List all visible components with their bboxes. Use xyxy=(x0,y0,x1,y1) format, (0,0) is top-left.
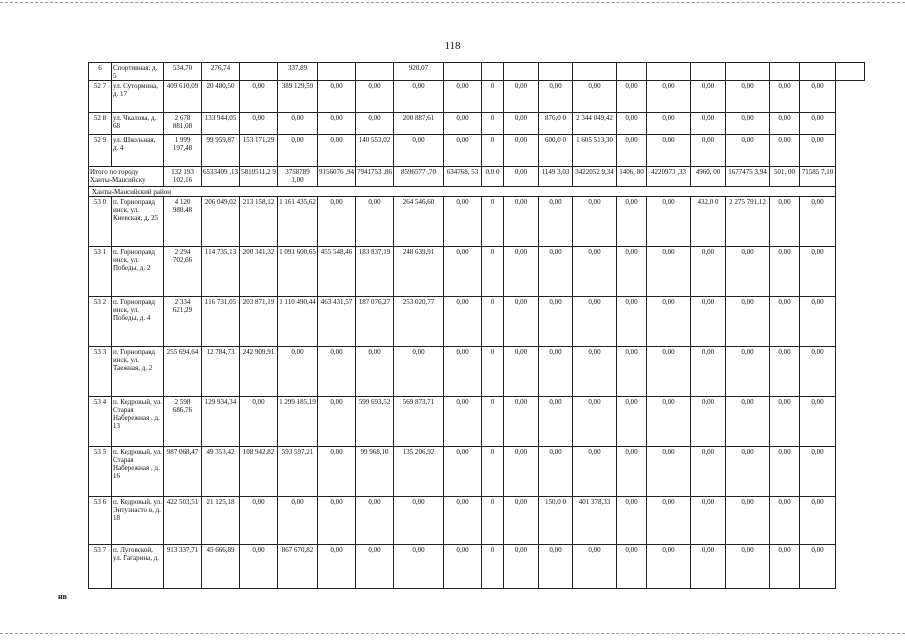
footer-mark: нв xyxy=(58,592,67,601)
table-cell: 409 610,09 xyxy=(164,81,202,113)
table-cell xyxy=(617,63,647,81)
table-cell: 0,00 xyxy=(800,397,836,447)
table-cell: 0,00 xyxy=(647,347,691,397)
total-cell: 9156076 ,94 xyxy=(318,167,356,187)
table-cell: 0,00 xyxy=(240,113,278,135)
table-cell: 108 942,82 xyxy=(240,447,278,497)
table-row xyxy=(89,247,865,297)
table-cell: 2 294 702,66 xyxy=(164,247,202,297)
table-cell: 0,00 xyxy=(444,545,482,589)
table-cell: 0,00 xyxy=(394,347,444,397)
table-cell: 0,00 xyxy=(770,247,800,297)
row-number: 6 xyxy=(89,63,112,81)
table-cell: 0,00 xyxy=(647,397,691,447)
table-cell: 0,00 xyxy=(539,545,573,589)
table-cell: 0,00 xyxy=(800,197,836,247)
table-cell: 0,00 xyxy=(800,113,836,135)
row-number: 52 8 xyxy=(89,113,112,135)
table-cell: 0,00 xyxy=(617,135,647,167)
table-cell: 135 206,92 xyxy=(394,447,444,497)
table-cell: 0,00 xyxy=(800,347,836,397)
total-row xyxy=(89,167,865,187)
table-cell: 599 693,52 xyxy=(356,397,394,447)
table-cell: 2 678 881,08 xyxy=(164,113,202,135)
table-cell: 0 xyxy=(482,135,504,167)
table-cell: 0,00 xyxy=(394,135,444,167)
row-number: 53 2 xyxy=(89,297,112,347)
table-row xyxy=(89,347,865,397)
table-cell: 255 694,64 xyxy=(164,347,202,397)
table-cell: 0,00 xyxy=(726,447,770,497)
table-cell: 0,00 xyxy=(573,197,617,247)
table-cell: 187 076,27 xyxy=(356,297,394,347)
table-cell xyxy=(726,63,770,81)
table-row xyxy=(89,135,865,167)
table-cell xyxy=(800,63,836,81)
table-cell: 140 553,02 xyxy=(356,135,394,167)
table-cell: 0,00 xyxy=(318,113,356,135)
table-row xyxy=(89,297,865,347)
total-cell: 4960, 00 xyxy=(691,167,726,187)
table-cell: 0 xyxy=(482,545,504,589)
table-cell: 45 666,89 xyxy=(202,545,240,589)
row-address: п. Горноправд инск, ул. Победы, д. 2 xyxy=(112,247,164,297)
table-cell: 0,00 xyxy=(394,81,444,113)
table-cell: 1 605 513,30 xyxy=(573,135,617,167)
table-cell: 0,00 xyxy=(539,197,573,247)
table-cell: 1 161 435,62 xyxy=(278,197,318,247)
table-cell: 0,00 xyxy=(800,447,836,497)
table-cell: 0,00 xyxy=(726,81,770,113)
table-cell: 0,00 xyxy=(318,347,356,397)
table-cell: 0,00 xyxy=(770,347,800,397)
table-cell: 0,00 xyxy=(770,81,800,113)
table-cell: 0,00 xyxy=(278,347,318,397)
table-cell: 0,00 xyxy=(800,297,836,347)
table-cell: 0,00 xyxy=(691,113,726,135)
table-cell: 0,00 xyxy=(444,297,482,347)
table-cell: 114 735,13 xyxy=(202,247,240,297)
table-cell: 0,00 xyxy=(617,447,647,497)
row-address: ул. Сутормина, д. 17 xyxy=(112,81,164,113)
total-cell: 1149 3,03 xyxy=(539,167,573,187)
table-cell: 0,00 xyxy=(356,113,394,135)
table-cell: 0,00 xyxy=(573,447,617,497)
table-cell: 0,00 xyxy=(726,397,770,447)
table-cell: 0,00 xyxy=(770,447,800,497)
table-cell: 203 871,19 xyxy=(240,297,278,347)
table-cell xyxy=(770,63,800,81)
table-cell: 0,00 xyxy=(394,545,444,589)
table-cell: 0,00 xyxy=(726,347,770,397)
table-row xyxy=(89,113,865,135)
row-address: п. Луговской, ул. Гагарина, д. xyxy=(112,545,164,589)
total-cell: 0,0 0 xyxy=(482,167,504,187)
table-cell: 0,00 xyxy=(356,497,394,545)
table-cell: 0,00 xyxy=(539,81,573,113)
table-cell: 0,00 xyxy=(539,297,573,347)
total-cell: 0,00 xyxy=(504,167,539,187)
table-cell: 0,00 xyxy=(539,447,573,497)
table-cell: 49 353,42 xyxy=(202,447,240,497)
row-address: ул. Чкалова, д. 68 xyxy=(112,113,164,135)
table-cell: 0,00 xyxy=(647,113,691,135)
table-cell: 0,00 xyxy=(800,81,836,113)
table-cell: 0,00 xyxy=(617,297,647,347)
table-cell: 455 548,46 xyxy=(318,247,356,297)
table-cell: 21 125,18 xyxy=(202,497,240,545)
table-cell: 0,00 xyxy=(647,135,691,167)
table-cell xyxy=(240,63,278,81)
table-cell: 0,00 xyxy=(504,297,539,347)
total-cell: 132 193 102,16 xyxy=(164,167,202,187)
total-cell: 5810511,2 9 xyxy=(240,167,278,187)
table-cell: 0,00 xyxy=(770,113,800,135)
table-cell: 153 171,29 xyxy=(240,135,278,167)
total-cell: 1677475 3,94 xyxy=(726,167,770,187)
table-cell: 593 597,21 xyxy=(278,447,318,497)
total-cell: 3422052 9,34 xyxy=(573,167,617,187)
table-cell: 0,00 xyxy=(573,397,617,447)
row-number: 53 0 xyxy=(89,197,112,247)
table-cell: 0 xyxy=(482,113,504,135)
table-cell xyxy=(482,63,504,81)
table-cell: 0,00 xyxy=(318,447,356,497)
table-cell: 0,00 xyxy=(800,497,836,545)
table-cell: 876,0 0 xyxy=(539,113,573,135)
table-cell: 422 503,51 xyxy=(164,497,202,545)
table-cell: 0,00 xyxy=(504,545,539,589)
table-cell: 1 091 600,65 xyxy=(278,247,318,297)
table-cell: 432,0 0 xyxy=(691,197,726,247)
row-address: п. Кедровый, ул. Энтузиасто в, д. 18 xyxy=(112,497,164,545)
table-cell: 463 431,57 xyxy=(318,297,356,347)
table-cell: 0,00 xyxy=(318,397,356,447)
table-cell: 0,00 xyxy=(726,545,770,589)
table-cell: 0,00 xyxy=(691,545,726,589)
table-cell: 129 934,34 xyxy=(202,397,240,447)
table-cell: 2 275 791,12 xyxy=(726,197,770,247)
table-cell xyxy=(504,63,539,81)
table-cell: 1 999 197,48 xyxy=(164,135,202,167)
table-cell: 133 944,05 xyxy=(202,113,240,135)
row-number: 53 5 xyxy=(89,447,112,497)
table-cell: 913 337,71 xyxy=(164,545,202,589)
table-cell: 920,07 xyxy=(394,63,444,81)
table-cell: 200 341,32 xyxy=(240,247,278,297)
page-number: 118 xyxy=(444,40,461,52)
total-cell: 634768, 53 xyxy=(444,167,482,187)
table-cell: 0,00 xyxy=(770,497,800,545)
table-cell xyxy=(318,63,356,81)
table-cell: 200 887,61 xyxy=(394,113,444,135)
table-cell: 0,00 xyxy=(444,247,482,297)
table-row xyxy=(89,497,865,545)
table-cell: 0,00 xyxy=(444,113,482,135)
table-cell: 2 598 686,76 xyxy=(164,397,202,447)
table-cell: 0,00 xyxy=(444,397,482,447)
table-cell: 0,00 xyxy=(318,197,356,247)
table-cell: 0,00 xyxy=(278,135,318,167)
table-cell: 0,00 xyxy=(800,545,836,589)
table-cell xyxy=(691,63,726,81)
row-number: 52 7 xyxy=(89,81,112,113)
table-cell: 0,00 xyxy=(444,197,482,247)
total-cell: 3758789 1,00 xyxy=(278,167,318,187)
row-address: Спортивная, д. 5 xyxy=(112,63,164,81)
table-cell: 116 731,05 xyxy=(202,297,240,347)
table-cell: 0,00 xyxy=(318,545,356,589)
table-cell: 0,00 xyxy=(770,135,800,167)
table-cell: 0,00 xyxy=(647,197,691,247)
scan-edge-bottom xyxy=(0,633,905,635)
table-cell: 206 049,02 xyxy=(202,197,240,247)
table-cell: 4 120 980,48 xyxy=(164,197,202,247)
table-cell: 0,00 xyxy=(647,447,691,497)
table-cell: 0,00 xyxy=(356,347,394,397)
table-cell: 569 873,71 xyxy=(394,397,444,447)
row-address: п. Горноправд инск, ул. Победы, д. 4 xyxy=(112,297,164,347)
table-cell xyxy=(356,63,394,81)
table-cell: 0 xyxy=(482,397,504,447)
table-cell xyxy=(647,63,691,81)
table-cell: 600,0 0 xyxy=(539,135,573,167)
table-cell: 337,89 xyxy=(278,63,318,81)
table-cell: 0,00 xyxy=(318,81,356,113)
table-cell: 276,74 xyxy=(202,63,240,81)
table-cell: 0,00 xyxy=(726,113,770,135)
table-cell: 0,00 xyxy=(444,447,482,497)
table-cell: 1 299 185,19 xyxy=(278,397,318,447)
table-cell: 0,00 xyxy=(573,545,617,589)
row-address: ул. Школьная, д. 4 xyxy=(112,135,164,167)
table-cell: 213 158,12 xyxy=(240,197,278,247)
district-header-row xyxy=(89,187,865,197)
table-cell: 389 129,59 xyxy=(278,81,318,113)
table-cell: 0 xyxy=(482,297,504,347)
table-cell: 0,00 xyxy=(356,197,394,247)
table-cell: 0,00 xyxy=(573,247,617,297)
table-cell: 0,00 xyxy=(691,135,726,167)
row-address: п. Кедровый, ул. Старая Набережная , д. 13 xyxy=(112,397,164,447)
table-row xyxy=(89,545,865,589)
table-cell: 0,00 xyxy=(617,545,647,589)
table-cell: 0,00 xyxy=(617,497,647,545)
table-cell: 264 546,60 xyxy=(394,197,444,247)
table-cell: 0,00 xyxy=(504,447,539,497)
table-cell: 0,00 xyxy=(573,297,617,347)
row-number: 53 3 xyxy=(89,347,112,397)
table-cell: 0,00 xyxy=(691,297,726,347)
scan-edge-top xyxy=(0,2,905,4)
table-cell: 0,00 xyxy=(800,135,836,167)
table-cell: 0,00 xyxy=(573,81,617,113)
table-cell: 0,00 xyxy=(444,497,482,545)
table-cell: 0,00 xyxy=(318,497,356,545)
table-cell: 0,00 xyxy=(504,497,539,545)
table-cell: 0,00 xyxy=(647,545,691,589)
table-cell: 0 xyxy=(482,81,504,113)
table-cell: 0,00 xyxy=(573,347,617,397)
table-cell: 0,00 xyxy=(800,247,836,297)
row-number: 53 4 xyxy=(89,397,112,447)
table-row xyxy=(89,63,865,81)
table-cell: 0,00 xyxy=(504,81,539,113)
table-cell: 0,00 xyxy=(444,81,482,113)
table-cell: 0,00 xyxy=(356,81,394,113)
row-number: 53 6 xyxy=(89,497,112,545)
table-cell: 0,00 xyxy=(539,247,573,297)
table-cell: 0,00 xyxy=(356,545,394,589)
total-cell: 501, 00 xyxy=(770,167,800,187)
table-cell xyxy=(573,63,617,81)
total-cell: 8596577 ,70 xyxy=(394,167,444,187)
total-cell: 7941753 ,86 xyxy=(356,167,394,187)
table-cell: 0,00 xyxy=(770,297,800,347)
table-cell: 0 xyxy=(482,247,504,297)
row-address: п. Кедровый, ул. Старая Набережная , д. 16 xyxy=(112,447,164,497)
table-cell: 0,00 xyxy=(691,397,726,447)
table-cell: 0,00 xyxy=(617,397,647,447)
table-cell xyxy=(539,63,573,81)
table-cell: 0 xyxy=(482,497,504,545)
table-cell: 0,00 xyxy=(647,497,691,545)
table-cell: 0,00 xyxy=(504,197,539,247)
table-cell: 0,00 xyxy=(726,297,770,347)
table-cell: 1 110 490,44 xyxy=(278,297,318,347)
table-cell: 0 xyxy=(482,347,504,397)
table-cell: 0 xyxy=(482,447,504,497)
table-cell: 0,00 xyxy=(504,347,539,397)
total-cell: 1406, 80 xyxy=(617,167,647,187)
table-cell: 0,00 xyxy=(726,497,770,545)
table-cell: 401 378,33 xyxy=(573,497,617,545)
table-cell: 0,00 xyxy=(617,347,647,397)
total-label: Итого по городу Ханты-Мансийску xyxy=(89,167,164,187)
table-cell: 0,00 xyxy=(504,397,539,447)
total-cell: 6533409 ,13 xyxy=(202,167,240,187)
table-cell: 248 639,91 xyxy=(394,247,444,297)
table-cell: 0,00 xyxy=(691,347,726,397)
row-number: 53 7 xyxy=(89,545,112,589)
table-cell: 0,00 xyxy=(504,247,539,297)
table-cell: 0,00 xyxy=(770,197,800,247)
table-cell: 0,00 xyxy=(691,81,726,113)
table-cell: 0,00 xyxy=(617,197,647,247)
table-row xyxy=(89,447,865,497)
table-cell: 0,00 xyxy=(240,545,278,589)
table-cell: 0 xyxy=(482,197,504,247)
table-cell: 0,00 xyxy=(691,447,726,497)
table-cell: 0,00 xyxy=(539,397,573,447)
table-cell: 0,00 xyxy=(770,397,800,447)
table-cell: 2 344 049,42 xyxy=(573,113,617,135)
row-address: п. Горноправд инск, ул. Таежная, д. 2 xyxy=(112,347,164,397)
table-cell: 242 909,91 xyxy=(240,347,278,397)
table-cell: 0,00 xyxy=(444,347,482,397)
table-cell: 150,0 0 xyxy=(539,497,573,545)
table-cell: 0,00 xyxy=(770,545,800,589)
table-cell: 0,00 xyxy=(691,247,726,297)
total-cell: 71585 7,10 xyxy=(800,167,836,187)
table-cell: 12 784,73 xyxy=(202,347,240,397)
row-address: п. Горноправд инск, ул. Киевская, д. 25 xyxy=(112,197,164,247)
table-cell: 0,00 xyxy=(726,135,770,167)
table-cell: 0,00 xyxy=(617,81,647,113)
row-number: 52 9 xyxy=(89,135,112,167)
table-row xyxy=(89,397,865,447)
table-cell: 0,00 xyxy=(240,81,278,113)
table-cell xyxy=(836,63,865,81)
table-cell: 0,00 xyxy=(504,113,539,135)
table-cell: 0,00 xyxy=(617,247,647,297)
table-cell: 99 959,87 xyxy=(202,135,240,167)
table-cell: 0,00 xyxy=(539,347,573,397)
district-label: Ханты-Мансийский район xyxy=(89,187,836,197)
table-cell: 987 068,47 xyxy=(164,447,202,497)
table-cell: 0,00 xyxy=(278,497,318,545)
row-number: 53 1 xyxy=(89,247,112,297)
table-cell: 0,00 xyxy=(504,135,539,167)
table-cell: 534,70 xyxy=(164,63,202,81)
table-cell: 0,00 xyxy=(647,81,691,113)
table-cell: 0,00 xyxy=(240,397,278,447)
table-row xyxy=(89,197,865,247)
table-cell: 99 968,10 xyxy=(356,447,394,497)
table-cell: 0,00 xyxy=(394,497,444,545)
table-cell: 0,00 xyxy=(240,497,278,545)
table-cell: 0,00 xyxy=(278,113,318,135)
data-table xyxy=(88,62,865,589)
table-cell: 0,00 xyxy=(318,135,356,167)
total-cell: 4220973 ,33 xyxy=(647,167,691,187)
table-cell: 0,00 xyxy=(617,113,647,135)
table-cell xyxy=(444,63,482,81)
table-cell: 2 334 621,29 xyxy=(164,297,202,347)
table-row xyxy=(89,81,865,113)
table-cell: 0,00 xyxy=(444,135,482,167)
table-cell: 20 480,50 xyxy=(202,81,240,113)
table-cell: 0,00 xyxy=(726,247,770,297)
table-cell: 0,00 xyxy=(691,497,726,545)
table-cell: 0,00 xyxy=(647,247,691,297)
table-cell: 183 837,19 xyxy=(356,247,394,297)
table-cell: 253 020,77 xyxy=(394,297,444,347)
table-cell: 867 670,82 xyxy=(278,545,318,589)
table-cell: 0,00 xyxy=(647,297,691,347)
